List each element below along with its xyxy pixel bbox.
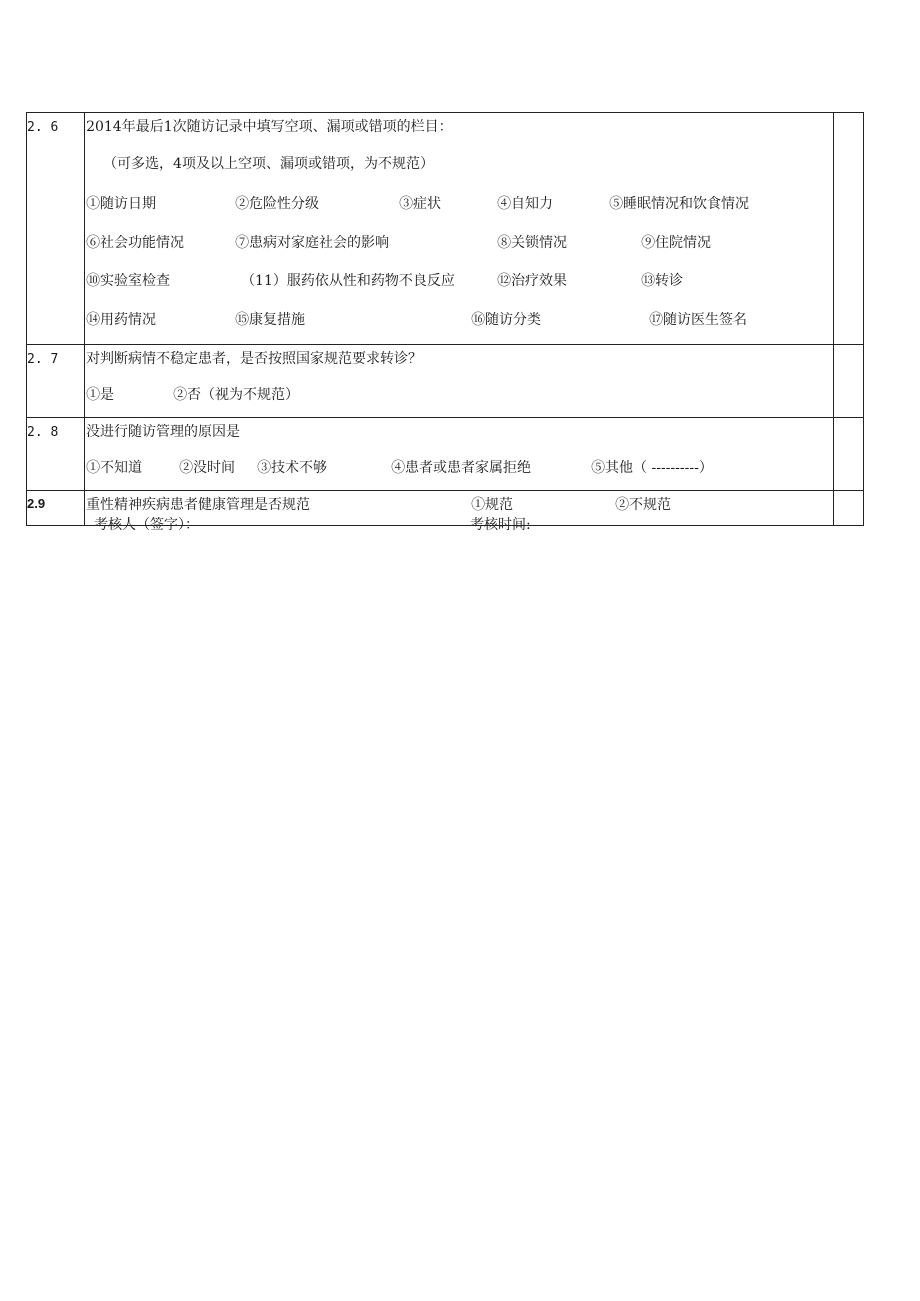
- score-cell[interactable]: [833, 113, 863, 345]
- option-item[interactable]: ⑮康复措施: [235, 311, 306, 328]
- option-row-4: [85, 306, 833, 345]
- option-item[interactable]: ⑥社会功能情况: [86, 234, 185, 251]
- option-item[interactable]: ②不规范: [615, 497, 672, 513]
- option-item[interactable]: ⑭用药情况: [86, 311, 157, 328]
- option-item[interactable]: ②否（视为不规范）: [173, 387, 300, 403]
- option-item[interactable]: ⑬转诊: [641, 273, 684, 289]
- question-row-2-7: [27, 345, 864, 418]
- question-note: （可多选，4项及以上空项、漏项或错项，为不规范）: [103, 155, 434, 172]
- score-cell[interactable]: [833, 345, 863, 418]
- question-number: 2. 7: [27, 345, 85, 418]
- option-row: [85, 454, 833, 490]
- option-item[interactable]: ⑩实验室检查: [86, 273, 171, 289]
- question-row-2-6: [27, 113, 864, 345]
- option-item[interactable]: ⑦患病对家庭社会的影响: [235, 234, 390, 251]
- question-row-2-8: [27, 418, 864, 491]
- question-title-line: [85, 113, 833, 152]
- question-title: 2014年最后1次随访记录中填写空项、漏项或错项的栏目：: [86, 119, 453, 135]
- option-item[interactable]: （11）服药依从性和药物不良反应: [241, 273, 455, 289]
- question-title-line: [85, 418, 833, 454]
- question-body: [85, 418, 834, 491]
- option-item[interactable]: ①不知道: [86, 460, 143, 476]
- assessor-signature-label: 考核人（签字）：: [94, 517, 199, 533]
- option-item[interactable]: ①是: [86, 387, 115, 403]
- assessment-time-label: 考核时间:: [470, 517, 531, 533]
- question-title: 没进行随访管理的原因是: [86, 424, 241, 440]
- option-row-2: [85, 229, 833, 268]
- option-row: [85, 381, 833, 417]
- option-item[interactable]: ②没时间: [179, 460, 236, 476]
- question-note-line: [85, 152, 833, 191]
- option-item[interactable]: ⑨住院情况: [641, 234, 712, 251]
- option-item[interactable]: ③症状: [399, 196, 442, 212]
- score-cell[interactable]: [833, 418, 863, 491]
- question-number: 2. 6: [27, 113, 85, 345]
- assessment-table: [26, 112, 864, 526]
- option-item[interactable]: ④自知力: [497, 196, 554, 212]
- option-item[interactable]: ③技术不够: [257, 460, 328, 476]
- option-item[interactable]: ①规范: [471, 497, 514, 513]
- question-title-line: [85, 345, 833, 381]
- option-item[interactable]: ⑰随访医生签名: [649, 311, 748, 328]
- option-item[interactable]: ①随访日期: [86, 196, 157, 212]
- question-number: 2. 8: [27, 418, 85, 491]
- option-row-3: [85, 267, 833, 306]
- question-body: [85, 113, 834, 345]
- question-title: 重性精神疾病患者健康管理是否规范: [86, 497, 311, 513]
- option-item[interactable]: ②危险性分级: [235, 196, 320, 212]
- question-body: [85, 345, 834, 418]
- option-row-1: [85, 190, 833, 229]
- question-number: 2.9: [27, 491, 85, 526]
- option-item[interactable]: ⑫治疗效果: [497, 273, 568, 289]
- question-title: 对判断病情不稳定患者，是否按照国家规范要求转诊？: [86, 351, 423, 367]
- option-item[interactable]: ⑤其他（ ----------）: [591, 460, 713, 476]
- score-cell[interactable]: [833, 491, 863, 526]
- option-item[interactable]: ⑤睡眠情况和饮食情况: [609, 196, 750, 212]
- option-item[interactable]: ⑯随访分类: [471, 311, 542, 328]
- option-item[interactable]: ⑧关锁情况: [497, 234, 568, 251]
- option-item[interactable]: ④患者或患者家属拒绝: [391, 460, 532, 476]
